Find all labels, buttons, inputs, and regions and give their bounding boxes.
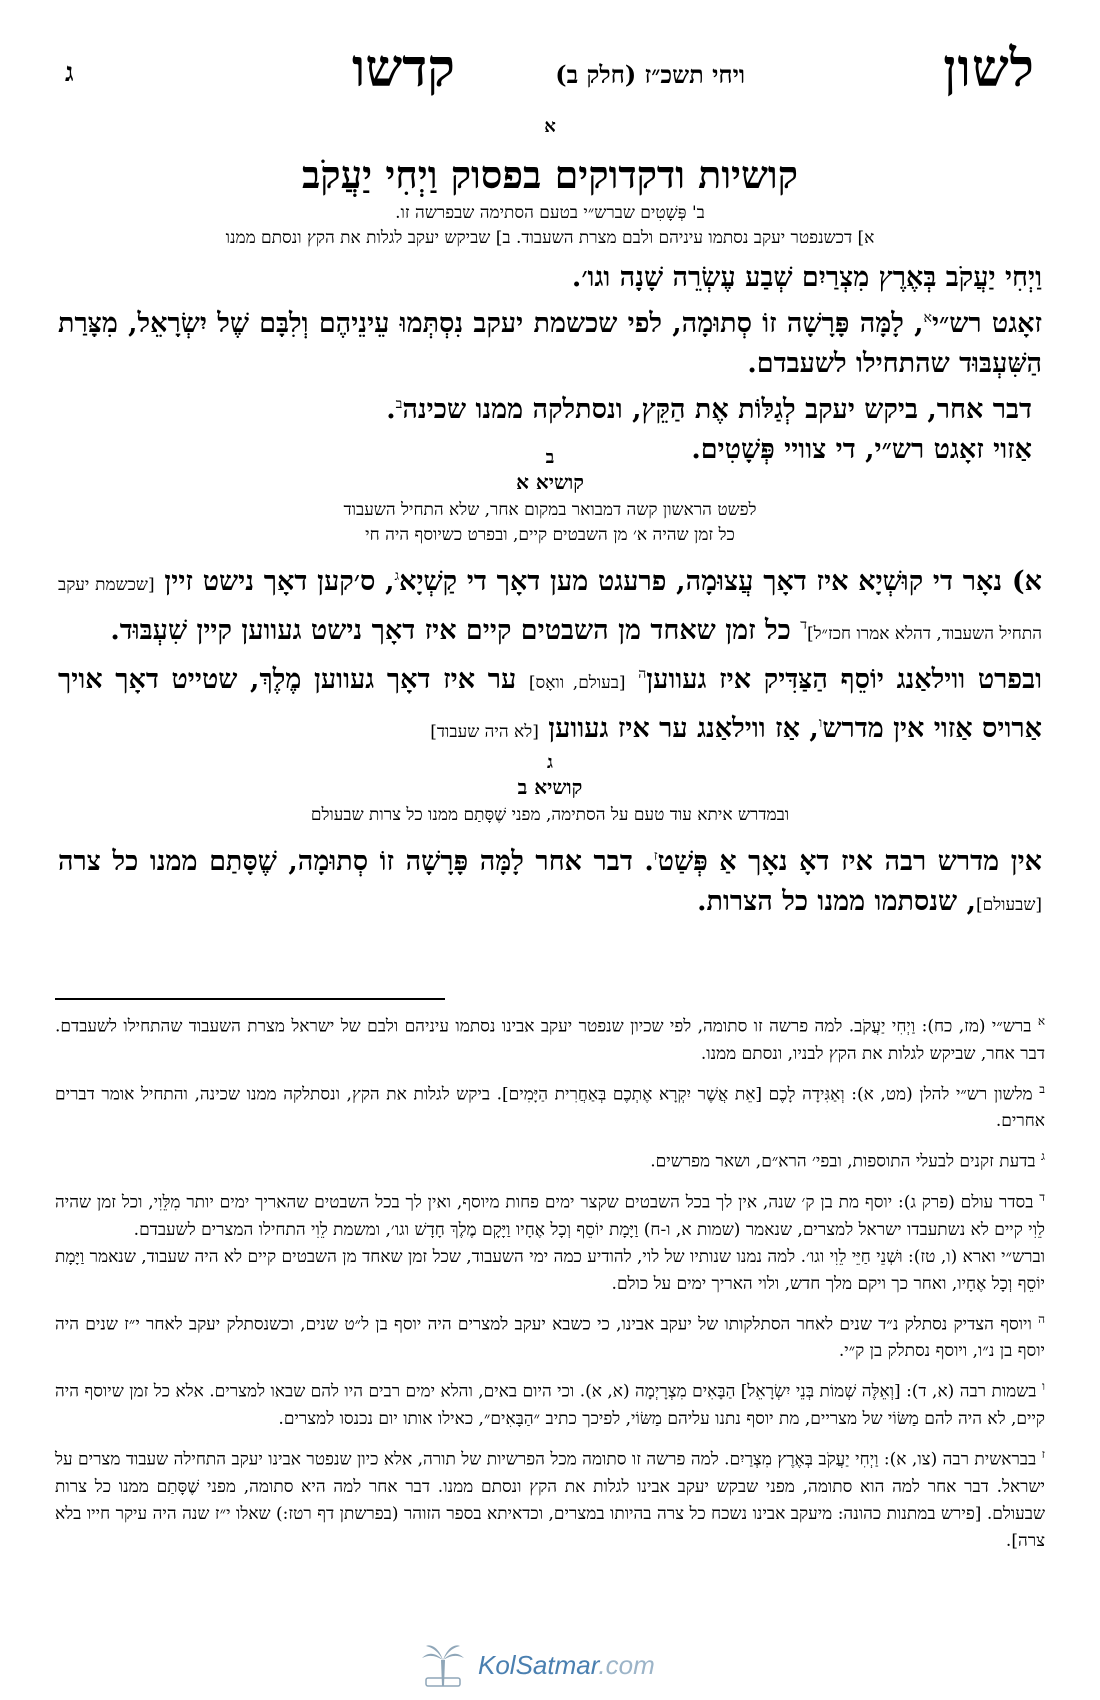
text-run: כל זמן שאחד מן השבטים קיים איז דאָך נישט געווען קיין שִׁעְבּוּד.: [110, 615, 801, 646]
section-letter-c: ג: [547, 752, 553, 773]
footnote-d-cont: וברש״י וארא (ו, טז): וּשְׁנֵי חַיֵּי לֵוִי וגו׳. למה נמנו שנותיו של לוי, להודיע כמה ימי השעבוד, שכל זמן שאחד מן השבטים קיים לא היה שעבוד, שנאמר וַיָּמָת יוֹסֵף וְכָל אֶחָיו, ואחר כך ויקם מלך חדש, ולוי האריך ימים על כולם.: [55, 1246, 1045, 1294]
text-run: . דבר אחר לָמָּה פָּרָשָׁה זוֹ סְתוּמָה, שֶׁסָּתַם ממנו כל צרה: [58, 846, 654, 877]
footnotes: [55, 1008, 1045, 1555]
footnote-mark: ז: [1041, 1446, 1045, 1461]
text-run: , ס׳קען דאָך נישט זיין: [164, 566, 395, 597]
question-1-subtitle-2: כל זמן שהיה א׳ מן השבטים קיים, ובפרט כשיוסף היה חי: [365, 525, 735, 545]
footnote-g: [55, 1441, 1045, 1555]
bracket-note: [לא היה שעבוד]: [430, 722, 539, 742]
text-run: אין מדרש רבה איז דאָ נאָך אַ פְּשַׁט: [657, 846, 1042, 877]
question-2-subtitle: ובמדרש איתא עוד טעם על הסתימה, מפני שֶׁסָּתַם ממנו כל צרות שבעולם: [310, 805, 790, 825]
section-subtitle-1: ב' פְּשָׁטִים שברש״י בטעם הסתימה שבפרשה זו.: [395, 203, 705, 223]
paragraph-yosef: [58, 654, 1042, 752]
text-run: זאָגט רש״י: [931, 308, 1042, 339]
footnote-ref[interactable]: ב: [395, 396, 403, 412]
footnote-divider: [55, 998, 445, 1000]
section-title: קושיות ודקדוקים בפסוק וַיְחִי יַעֲקֹב: [301, 152, 798, 197]
question-heading-1: קושיא א: [516, 470, 584, 494]
footnote-ref[interactable]: א: [923, 310, 932, 326]
section-letter-b: ב: [545, 447, 555, 468]
footnote-b: [55, 1076, 1045, 1136]
paragraph-davar-acher: [58, 384, 1042, 430]
text-run: , שנסתמו ממנו כל הצרות.: [697, 886, 976, 917]
footnote-mark: א: [1037, 1014, 1046, 1028]
paragraph-midrash: [58, 836, 1042, 925]
text-run: ער איז דאָך געווען מֶלֶךְ, שטייט דאָך אויך אַרויס אַזוי אין מדרש: [58, 664, 1042, 744]
text-run: ובפרט ווילאַנג יוֹסֵף הַצַּדִּיק איז געווען: [646, 664, 1042, 695]
palm-tree-icon: [418, 1640, 468, 1690]
header-title-word1: לשון: [943, 38, 1035, 99]
logo-name: KolSatmar: [478, 1650, 599, 1680]
kolsatmar-logo[interactable]: [418, 1640, 718, 1690]
paragraph-question-1: [58, 556, 1042, 654]
text-run: , אַז ווילאַנג ער איז געווען: [548, 713, 819, 744]
footnote-a: [55, 1008, 1045, 1068]
footnote-text: בדעת זקנים לבעלי התוספות, ובפי׳ הרא״ם, ושאר מפרשים.: [650, 1151, 1036, 1172]
section-a-text: [58, 258, 1042, 470]
footnote-ref[interactable]: ד: [800, 617, 807, 633]
section-letter-a: א: [544, 116, 556, 137]
page-number: ג: [65, 58, 74, 88]
footnote-c: [55, 1143, 1045, 1176]
verse-line: וַיְחִי יַעֲקֹב בְּאֶרֶץ מִצְרַיִם שְׁבַע עֶשְׂרֵה שָׁנָה וגו׳.: [571, 262, 1042, 293]
footnote-ref[interactable]: ז: [653, 848, 658, 864]
section-subtitle-2: א] דכשנפטר יעקב נסתמו עיניהם ולבם מצרת השעבוד. ב] שביקש יעקב לגלות את הקץ ונסתם ממנו: [225, 228, 875, 248]
question-heading-2: קושיא ב: [517, 775, 583, 799]
footnote-d: [55, 1184, 1045, 1244]
footnote-ref[interactable]: ו: [818, 715, 823, 731]
footnote-text: ויוסף הצדיק נסתלק נ״ד שנים לאחר הסתלקותו של יעקב אבינו, כי כשבא יעקב למצרים היה יוסף בן ל״ט שנים, וכשנסתלק יעקב לאחר י״ז שנים היה יוסף בן נ״ו, ויוסף נסתלק בן ק״י.: [55, 1314, 1045, 1362]
section-b-text: [58, 556, 1042, 752]
header-parsha: ויחי תשכ״ז (חלק ב): [555, 60, 745, 89]
footnote-ref[interactable]: ה: [638, 666, 647, 682]
bracket-note: [בעולם, וואָס]: [528, 673, 626, 693]
text-run: .: [386, 394, 396, 425]
paragraph-rashi: [58, 298, 1042, 384]
bracket-note: [שבעולם]: [975, 895, 1042, 915]
footnote-ref[interactable]: ג: [394, 568, 400, 584]
text-run: , לָמָּה פָּרָשָׁה זוֹ סְתוּמָה, לפי שכשמת יעקב נִסְתְּמוּ עֵינֵיהֶם וְלִבָּם שֶׁל יִשְׂרָאֵל, מִצָּרַת הַשִּׁעְבּוּד שהתחילו לשעבדם.: [58, 308, 1042, 379]
footnote-mark: ד: [1039, 1189, 1045, 1204]
paragraph-summary: אַזוי זאָגט רש״י, די צוויי פְּשָׁטִים.: [691, 434, 1032, 465]
text-run: א) נאָר די קוּשְׁיָא איז דאָך עֲצוּמָה, פרעגט מען דאָך די קַשְׁיָא: [399, 566, 1043, 597]
page-header: [55, 38, 1045, 108]
header-title-word2: קדשו: [352, 38, 455, 99]
footnote-text: מלשון רש״י להלן (מט, א): וְאַגִּידָה לָכֶם [אֵת אֲשֶׁר יִקְרָא אֶתְכֶם בְּאַחֲרִית הַיָּמִים]. ביקש לגלות את הקץ, ונסתלקה ממנו שכינה, והתחיל אומר דברים אחרים.: [55, 1084, 1045, 1132]
bracket-note: [שכשמת יעקב התחיל השעבוד, דהלא אמרו חכז״ל]: [58, 575, 1042, 644]
logo-tld: .com: [598, 1650, 655, 1680]
footnote-mark: ה: [1038, 1311, 1046, 1326]
section-c-text: [58, 836, 1042, 925]
footnote-e: [55, 1306, 1045, 1366]
footnote-f: [55, 1373, 1045, 1433]
footnote-mark: ב: [1039, 1081, 1045, 1096]
footnote-text: בשמות רבה (א, ד): [וְאֵלֶּה שְׁמוֹת בְּנֵי יִשְׂרָאֵל] הַבָּאִים מִצְרָיְמָה (א, א). וכי היום באים, והלא ימים רבים היו להם שבאו למצרים. אלא כל זמן שיוסף היה קיים, לא היה להם מַשּׂוֹי של מצריים, מת יוסף נתנו עליהם מַשּׂוֹי, לפיכך כתיב ״הַבָּאִים״, כאילו אותו יום נכנסו למצרים.: [55, 1381, 1045, 1429]
logo-text: [478, 1650, 655, 1681]
footnote-mark: ו: [1041, 1379, 1046, 1394]
footnote-text: ברש״י (מז, כח): וַיְחִי יַעֲקֹב. למה פרשה זו סתומה, לפי שכיון שנפטר יעקב אבינו נסתמו עיניהם ולבם של ישראל מצרת השעבוד שהתחילו לשעבדם. דבר אחר, שביקש לגלות את הקץ לבניו, ונסתם ממנו.: [55, 1016, 1045, 1064]
question-1-subtitle-1: לפשט הראשון קשה דמבואר במקום אחר, שלא התחיל השעבוד: [343, 500, 757, 520]
text-run: דבר אחר, ביקש יעקב לְגַלּוֹת אֶת הַקֵּץ, ונסתלקה ממנו שכינה: [402, 394, 1032, 425]
footnote-mark: ג: [1041, 1149, 1045, 1164]
footnote-text: בסדר עולם (פרק ג): יוסף מת בן ק׳ שנה, אין לך בכל השבטים שקצר ימים פחות מיוסף, ואין לך בכל השבטים שהאריך ימים יותר מִלֵּוִי, וכל זמן שהיה לֵוִי קיים לא נשתעבדו ישראל למצרים, שנאמר (שמות א, ו-ח) וַיָּמָת יוֹסֵף וְכָל אֶחָיו וַיָּקָם מֶלֶךְ חָדָשׁ וגו׳, ומשמת לֵוִי התחילו המצרים לשעבדם.: [55, 1192, 1045, 1240]
footnote-text: בבראשית רבה (צו, א): וַיְחִי יַעֲקֹב בְּאֶרֶץ מִצְרַיִם. למה פרשה זו סתומה מכל הפרשיות של תורה, אלא כיון שנפטר אבינו יעקב התחילה שעבוד מצרים על ישראל. דבר אחר למה הוא סתומה, מפני שבקש יעקב אבינו לגלות את הקץ ונסתם ממנו. דבר אחר למה היא סתומה, מפני שֶׁסָּתַם ממנו כל צרות שבעולם. [פירש במתנות כהונה: מיעקב אבינו נשכח כל צרה בהיותו במצרים, וכדאיתא בספר הזוהר (בפרשתן דף רטז:) שאלו י״ז שנה היה עיקר חייו בלא צרה].: [55, 1449, 1045, 1551]
